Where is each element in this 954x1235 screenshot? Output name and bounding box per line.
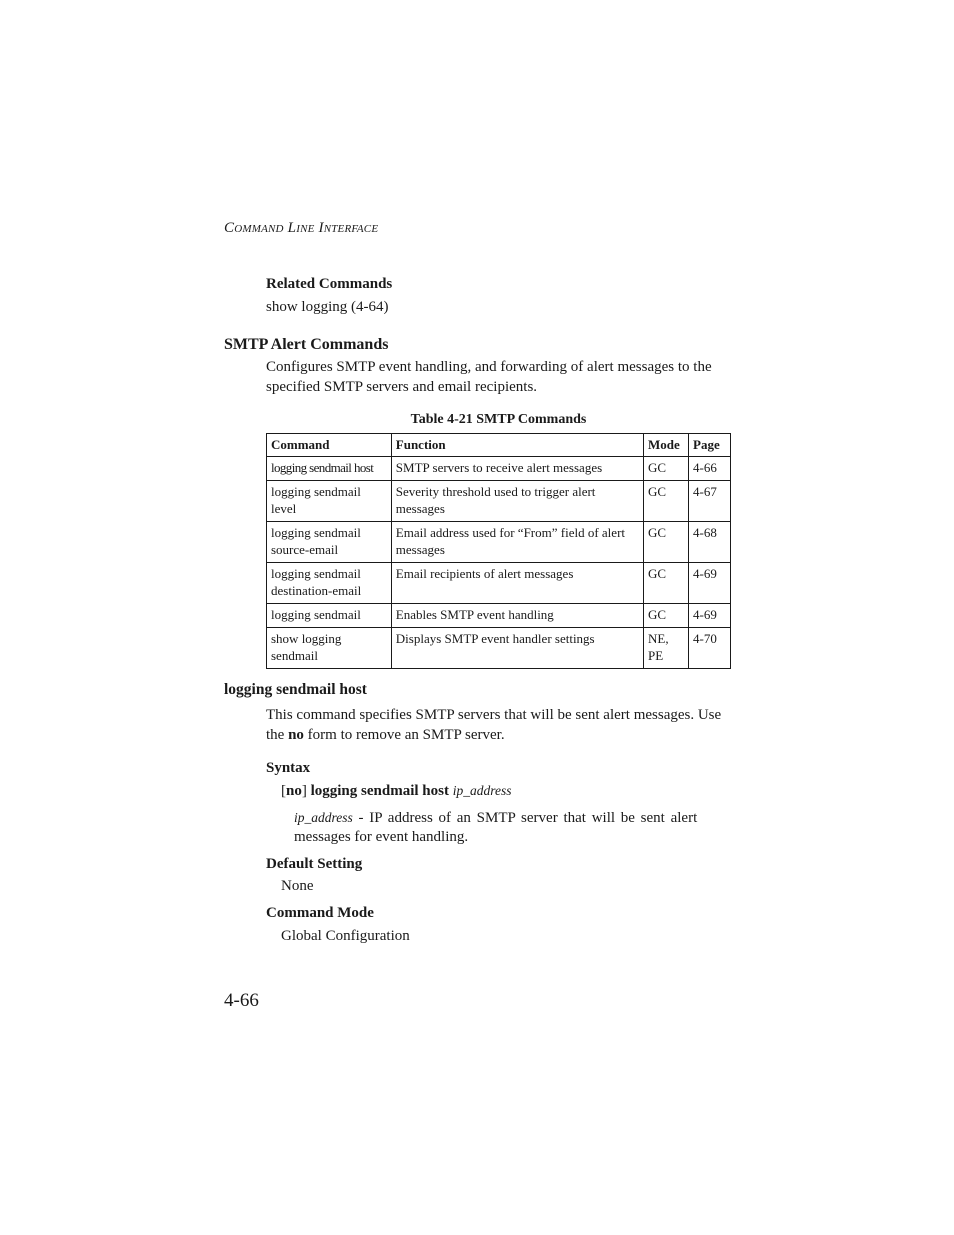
host-desc-line1: This command specifies SMTP servers that will be sent alert messages. Use [266, 707, 722, 723]
table-row [267, 481, 731, 522]
param-desc-line2: messages for event handling. [294, 829, 469, 845]
cell-page: 4-69 [689, 563, 731, 604]
cell-function: SMTP servers to receive alert messages [391, 457, 643, 481]
host-desc-line2: the no form to remove an SMTP server. [266, 727, 505, 743]
cell-command: show logging sendmail [267, 628, 392, 669]
cell-function: Displays SMTP event handler settings [391, 628, 643, 669]
header-c: C [224, 220, 235, 236]
cell-command: logging sendmail host [267, 457, 392, 481]
header-function: Function [391, 434, 643, 457]
cell-page: 4-67 [689, 481, 731, 522]
cell-mode: GC [644, 457, 689, 481]
cell-mode: GC [644, 563, 689, 604]
header-l: L [283, 220, 297, 236]
cell-command: logging sendmail [267, 604, 392, 628]
running-header [224, 220, 378, 237]
cell-page: 4-66 [689, 457, 731, 481]
no-keyword: no [288, 727, 304, 743]
related-commands-text: show logging (4-64) [266, 299, 389, 315]
smtp-commands-table [266, 433, 731, 669]
table-row [267, 522, 731, 563]
cell-mode: GC [644, 522, 689, 563]
param-desc-line1: ip_address - IP address of an SMTP server that will be sent alert [294, 810, 698, 826]
default-setting-value: None [281, 878, 314, 894]
smtp-section-heading: SMTP Alert Commands [224, 336, 389, 353]
table-row [267, 563, 731, 604]
cell-command: logging sendmail destination-email [267, 563, 392, 604]
table-row [267, 628, 731, 669]
header-nterface: NTERFACE [323, 223, 379, 235]
page-number: 4-66 [224, 990, 259, 1011]
cell-function: Email address used for “From” field of alert messages [391, 522, 643, 563]
cell-page: 4-68 [689, 522, 731, 563]
command-mode-heading: Command Mode [266, 905, 374, 921]
smtp-intro-line2: specified SMTP servers and email recipients. [266, 379, 538, 395]
header-ine: INE [296, 223, 315, 235]
default-setting-heading: Default Setting [266, 856, 363, 872]
table-header-row [267, 434, 731, 457]
cell-command: logging sendmail source-email [267, 522, 392, 563]
smtp-intro-line1: Configures SMTP event handling, and forwarding of alert messages to the [266, 359, 712, 375]
header-ommand: OMMAND [234, 223, 284, 235]
host-command-heading: logging sendmail host [224, 681, 367, 698]
header-command: Command [267, 434, 392, 457]
table-row [267, 457, 731, 481]
header-page: Page [689, 434, 731, 457]
cell-mode: GC [644, 604, 689, 628]
syntax-line: [no] logging sendmail host ip_address [281, 783, 512, 799]
related-commands-heading: Related Commands [266, 276, 393, 292]
table-caption: Table 4-21 SMTP Commands [410, 412, 587, 427]
cell-page: 4-69 [689, 604, 731, 628]
cell-command: logging sendmail level [267, 481, 392, 522]
syntax-heading: Syntax [266, 760, 311, 776]
cell-function: Email recipients of alert messages [391, 563, 643, 604]
cell-function: Enables SMTP event handling [391, 604, 643, 628]
cell-function: Severity threshold used to trigger alert messages [391, 481, 643, 522]
table-row [267, 604, 731, 628]
command-mode-value: Global Configuration [281, 928, 410, 944]
header-mode: Mode [644, 434, 689, 457]
cell-page: 4-70 [689, 628, 731, 669]
cell-mode: GC [644, 481, 689, 522]
header-i: I [314, 220, 324, 236]
cell-mode: NE, PE [644, 628, 689, 669]
